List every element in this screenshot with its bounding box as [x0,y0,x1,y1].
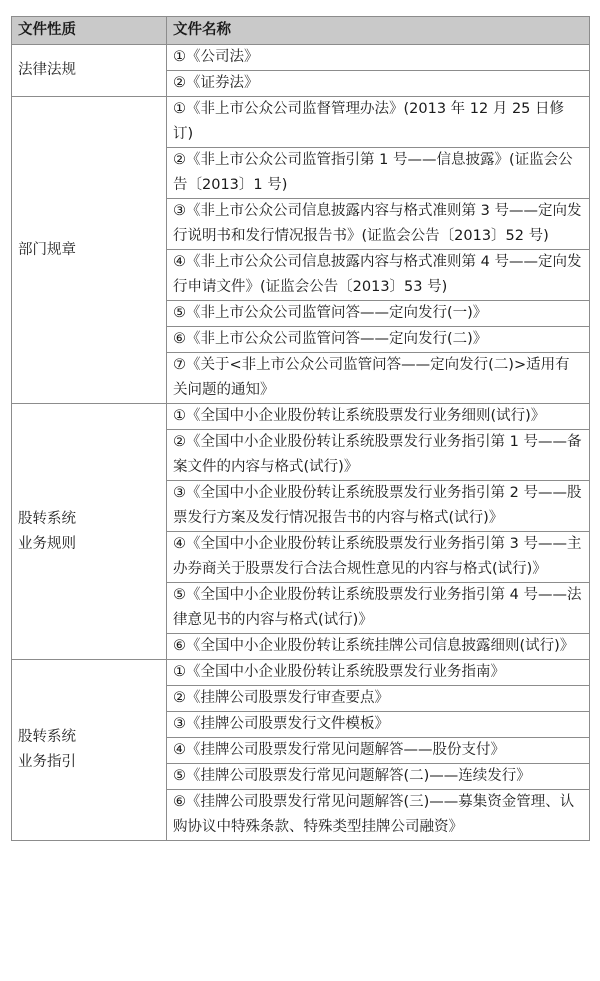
document-name-cell: ⑤《挂牌公司股票发行常见问题解答(二)——连续发行》 [167,764,590,790]
regulations-table [11,16,590,841]
document-name-cell: ④《非上市公众公司信息披露内容与格式准则第 4 号——定向发行申请文件》(证监会公告〔2013〕53 号) [167,250,590,301]
header-row [12,17,590,45]
document-name-cell: ⑥《全国中小企业股份转让系统挂牌公司信息披露细则(试行)》 [167,634,590,660]
category-cell [12,45,167,97]
category-label: 部门规章 [18,241,76,258]
document-name-cell: ②《非上市公众公司监管指引第 1 号——信息披露》(证监会公告〔2013〕1 号) [167,148,590,199]
document-name-cell: ⑥《挂牌公司股票发行常见问题解答(三)——募集资金管理、认购协议中特殊条款、特殊类型挂牌公司融资》 [167,790,590,841]
document-name-cell: ③《全国中小企业股份转让系统股票发行业务指引第 2 号——股票发行方案及发行情况报告书的内容与格式(试行)》 [167,481,590,532]
category-cell [12,660,167,841]
document-name-cell: ②《挂牌公司股票发行审查要点》 [167,686,590,712]
regulations-table-wrapper [11,16,589,841]
document-name-cell: ④《挂牌公司股票发行常见问题解答——股份支付》 [167,738,590,764]
category-label: 股转系统 [18,729,76,745]
document-name-cell: ①《非上市公众公司监督管理办法》(2013 年 12 月 25 日修订) [167,97,590,148]
table-body [12,45,590,841]
document-name-cell: ⑥《非上市公众公司监管问答——定向发行(二)》 [167,327,590,353]
document-name-cell: ①《公司法》 [167,45,590,71]
document-name-cell: ⑦《关于<非上市公众公司监管问答——定向发行(二)>适用有关问题的通知》 [167,353,590,404]
header-file-nature: 文件性质 [12,17,167,45]
category-label: 业务规则 [18,535,76,552]
document-name-cell: ②《全国中小企业股份转让系统股票发行业务指引第 1 号——备案文件的内容与格式(试行)》 [167,430,590,481]
header-file-name: 文件名称 [167,17,590,45]
table-row [12,45,590,71]
document-name-cell: ⑤《全国中小企业股份转让系统股票发行业务指引第 4 号——法律意见书的内容与格式(试行)》 [167,583,590,634]
table-row [12,97,590,148]
document-name-cell: ③《非上市公众公司信息披露内容与格式准则第 3 号——定向发行说明书和发行情况报告书》(证监会公告〔2013〕52 号) [167,199,590,250]
document-name-cell: ⑤《非上市公众公司监管问答——定向发行(一)》 [167,301,590,327]
category-label: 股转系统 [18,510,76,527]
document-name-cell: ①《全国中小企业股份转让系统股票发行业务指南》 [167,660,590,686]
category-label: 法律法规 [18,62,76,78]
table-row [12,404,590,430]
category-cell [12,404,167,660]
table-row [12,660,590,686]
category-cell [12,97,167,404]
document-name-cell: ③《挂牌公司股票发行文件模板》 [167,712,590,738]
document-name-cell: ②《证券法》 [167,71,590,97]
document-name-cell: ④《全国中小企业股份转让系统股票发行业务指引第 3 号——主办券商关于股票发行合法合规性意见的内容与格式(试行)》 [167,532,590,583]
document-name-cell: ①《全国中小企业股份转让系统股票发行业务细则(试行)》 [167,404,590,430]
category-label: 业务指引 [18,754,76,770]
